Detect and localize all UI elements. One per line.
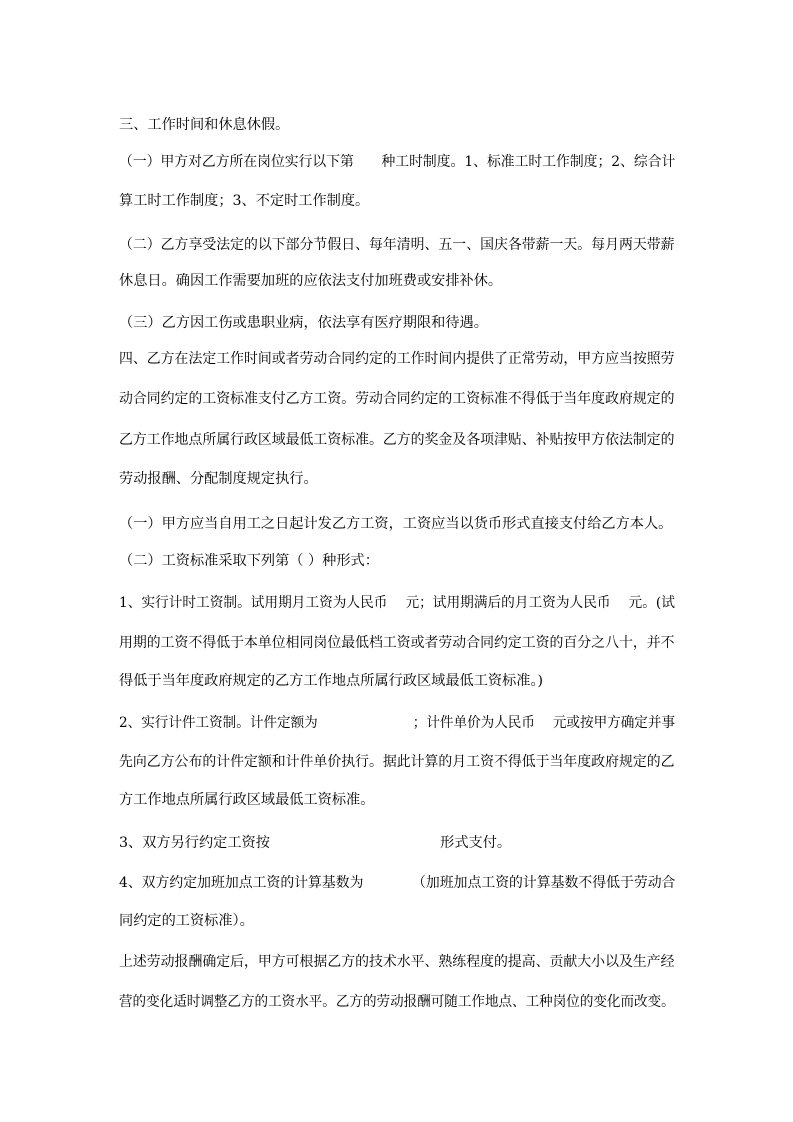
paragraph-line: （三）乙方因工伤或患职业病，依法享有医疗期限和待遇。 xyxy=(119,315,488,331)
paragraph-line: 劳动报酬、分配制度规定执行。 xyxy=(119,471,318,487)
paragraph-line: （一）甲方对乙方所在岗位实行以下第 种工时制度。1、标准工时工作制度；2、综合计 xyxy=(119,154,676,170)
paragraph-line: 用期的工资不得低于本单位相同岗位最低档工资或者劳动合同约定工资的百分之八十，并不 xyxy=(119,635,675,651)
paragraph-line: 1、实行计时工资制。试用期月工资为人民币 元；试用期满后的月工资为人民币 元。(试 xyxy=(119,595,675,611)
paragraph-line: 3、双方另行约定工资按 形式支付。 xyxy=(119,835,512,851)
paragraph-line: 动合同约定的工资标准支付乙方工资。劳动合同约定的工资标准不得低于当年度政府规定的 xyxy=(119,391,675,407)
section-heading-wages: 四、乙方在法定工作时间或者劳动合同约定的工作时间内提供了正常劳动，甲方应当按照劳 xyxy=(119,351,675,367)
paragraph-line: 2、实行计件工资制。计件定额为 ；计件单价为人民币 元或按甲方确定并事 xyxy=(119,715,676,731)
paragraph-line: 算工时工作制度；3、不定时工作制度。 xyxy=(119,193,370,209)
paragraph-line: 同约定的工资标准）。 xyxy=(119,913,254,929)
paragraph-line: 上述劳动报酬确定后，甲方可根据乙方的技术水平、熟练程度的提高、贡献大小以及生产经 xyxy=(119,954,675,970)
paragraph-line: 休息日。确因工作需要加班的应依法支付加班费或安排补休。 xyxy=(119,273,503,289)
paragraph-line: 乙方工作地点所属行政区域最低工资标准。乙方的奖金及各项津贴、补贴按甲方依法制定的 xyxy=(119,432,675,448)
section-heading-work-hours: 三、工作时间和休息休假。 xyxy=(119,117,290,133)
paragraph-line: 4、双方约定加班加点工资的计算基数为 （加班加点工资的计算基数不得低于劳动合 xyxy=(119,875,676,891)
paragraph-line: 营的变化适时调整乙方的工资水平。乙方的劳动报酬可随工作地点、工种岗位的变化而改变。 xyxy=(119,994,675,1010)
paragraph-line: 方工作地点所属行政区域最低工资标准。 xyxy=(119,792,375,808)
paragraph-line: （二）工资标准采取下列第（ ）种形式： xyxy=(119,553,379,569)
paragraph-line: 先向乙方公布的计件定额和计件单价执行。据此计算的月工资不得低于当年度政府规定的乙 xyxy=(119,754,675,770)
paragraph-line: 得低于当年度政府规定的乙方工作地点所属行政区域最低工资标准。) xyxy=(119,673,544,689)
paragraph-line: （二）乙方享受法定的以下部分节假日、每年清明、五一、国庆各带薪一天。每月两天带薪 xyxy=(119,237,675,253)
paragraph-line: （一）甲方应当自用工之日起计发乙方工资，工资应当以货币形式直接支付给乙方本人。 xyxy=(119,516,673,532)
